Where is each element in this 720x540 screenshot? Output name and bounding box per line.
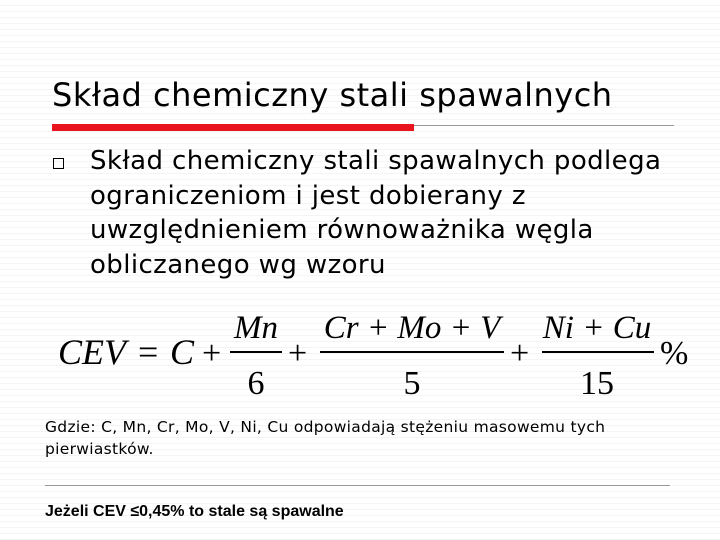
- note-text: Gdzie: C, Mn, Cr, Mo, V, Ni, Cu odpowiadają stężeniu masowemu tych pierwiastków.: [45, 418, 606, 458]
- fraction-1-denominator: 6: [247, 365, 265, 402]
- fraction-3-numerator: Ni + Cu: [542, 310, 652, 346]
- bullet-text: Skład chemiczny stali spawalnych podlega ograniczeniom i jest dobierany z uwzględnieniem równoważnika węgla obliczanego wg wzoru: [90, 146, 662, 280]
- conclusion-text: Jeżeli CEV ≤0,45% to stale są spawalne: [45, 503, 344, 520]
- formula-unit: %: [660, 335, 689, 372]
- formula-lhs: CEV: [58, 332, 126, 372]
- cev-formula: [56, 306, 700, 404]
- fraction-3-denominator: 15: [580, 365, 614, 402]
- formula-equals: =: [138, 332, 159, 372]
- formula-plus-3: +: [510, 335, 530, 372]
- bottom-divider-line: [45, 485, 670, 486]
- formula-c-term: C: [170, 332, 195, 372]
- formula-plus-2: +: [288, 335, 308, 372]
- title-divider-line: [414, 125, 674, 126]
- fraction-2-numerator: Cr + Mo + V: [323, 310, 501, 346]
- title-accent-rule: [52, 124, 414, 131]
- hollow-square-bullet-icon: [53, 158, 64, 169]
- fraction-2-denominator: 5: [403, 365, 421, 402]
- slide-title: Skład chemiczny stali spawalnych: [52, 76, 613, 114]
- formula-plus-1: +: [202, 335, 222, 372]
- fraction-1-numerator: Mn: [234, 310, 278, 346]
